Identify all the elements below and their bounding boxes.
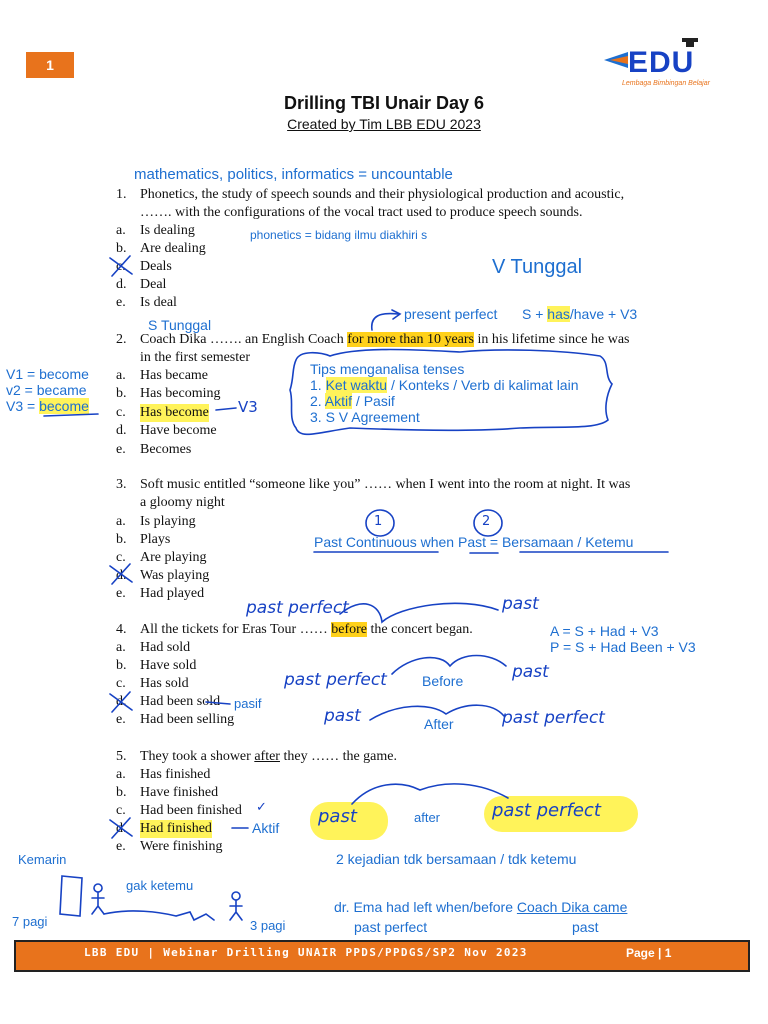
note-3-pagi: 3 pagi bbox=[250, 918, 286, 933]
question-5-number: 5. bbox=[116, 749, 127, 764]
note-v1: V1 = become bbox=[6, 366, 89, 382]
question-2-number: 2. bbox=[116, 332, 127, 347]
note-example-past: past bbox=[572, 919, 599, 935]
option-letter: a. bbox=[116, 368, 126, 383]
note-kejadian: 2 kejadian tdk bersamaan / tdk ketemu bbox=[336, 851, 577, 867]
page-subtitle: Created by Tim LBB EDU 2023 bbox=[287, 116, 481, 132]
option-letter: e. bbox=[116, 839, 126, 854]
note-formula-pp: S + has/have + V3 bbox=[522, 306, 638, 322]
note-v3: V3 = become bbox=[6, 398, 89, 414]
question-2-line1 bbox=[140, 331, 630, 349]
option-letter: c. bbox=[116, 405, 126, 420]
tips-title: Tips menganalisa tenses bbox=[310, 361, 465, 377]
question-3-line2: a gloomy night bbox=[140, 495, 225, 510]
arrow-present-perfect bbox=[372, 314, 398, 330]
option-letter: d. bbox=[116, 277, 127, 292]
option-text: Had sold bbox=[140, 640, 191, 655]
question-4-line1-b: the concert began. bbox=[367, 622, 473, 637]
option-text: Had been finished bbox=[140, 803, 242, 818]
logo-tagline: Lembaga Bimbingan Belajar bbox=[622, 80, 710, 87]
note-phonetics: phonetics = bidang ilmu diakhiri s bbox=[250, 228, 428, 242]
option-letter: c. bbox=[116, 676, 126, 691]
note-v2: v2 = became bbox=[6, 382, 87, 398]
question-4-line1 bbox=[140, 621, 473, 639]
question-4-number: 4. bbox=[116, 622, 127, 637]
question-3-line1: Soft music entitled “someone like you” …… when I went into the room at night. It was bbox=[140, 477, 631, 492]
option-letter: e. bbox=[116, 586, 126, 601]
question-3-number: 3. bbox=[116, 477, 127, 492]
note-past-q4: past bbox=[502, 594, 539, 614]
question-5-line1 bbox=[140, 748, 397, 766]
option-text: Plays bbox=[140, 532, 171, 547]
option-text: Is playing bbox=[140, 514, 196, 529]
question-1-number: 1. bbox=[116, 187, 127, 202]
note-v-tunggal: V Tunggal bbox=[492, 256, 583, 278]
option-text: Are dealing bbox=[140, 241, 206, 256]
note-7-pagi: 7 pagi bbox=[12, 914, 48, 929]
note-past-after: past bbox=[324, 706, 361, 726]
note-past-perfect-q4: past perfect bbox=[246, 598, 349, 618]
note-past-q5: past bbox=[318, 806, 357, 827]
option-text-highlighted: Had finished bbox=[140, 821, 212, 836]
question-5-line1-a: They took a shower bbox=[140, 749, 255, 764]
tip-2: 2. Aktif / Pasif bbox=[310, 393, 395, 409]
footer-page: Page | 1 bbox=[626, 946, 672, 960]
tip-3: 3. S V Agreement bbox=[310, 409, 420, 425]
note-past-perfect-before: past perfect bbox=[284, 670, 387, 690]
option-text: Had been selling bbox=[140, 712, 235, 727]
option-text: Has becoming bbox=[140, 386, 221, 401]
note-v3-value: become bbox=[39, 398, 89, 414]
option-letter: a. bbox=[116, 514, 126, 529]
question-4-highlight: before bbox=[331, 622, 367, 637]
option-text: Deals bbox=[140, 259, 172, 274]
note-example: dr. Ema had left when/before Coach Dika came bbox=[334, 899, 628, 915]
logo-text: EDU bbox=[628, 46, 695, 79]
option-text: Has sold bbox=[140, 676, 189, 691]
option-text: Have sold bbox=[140, 658, 197, 673]
note-kemarin: Kemarin bbox=[18, 852, 67, 867]
option-letter: d. bbox=[116, 694, 127, 709]
option-letter: b. bbox=[116, 785, 127, 800]
question-1-line2: ……. with the configurations of the vocal tract used to produce speech sounds. bbox=[140, 205, 583, 220]
question-5-underline: after bbox=[254, 749, 280, 764]
option-text: Was playing bbox=[140, 568, 210, 583]
option-letter: b. bbox=[116, 532, 127, 547]
note-aktif: Aktif bbox=[252, 820, 280, 836]
note-formula-active: A = S + Had + V3 bbox=[550, 623, 659, 639]
option-letter: a. bbox=[116, 767, 126, 782]
question-2-line1-b: in his lifetime since he was bbox=[473, 332, 630, 347]
note-before: Before bbox=[422, 673, 464, 689]
option-text: Were finishing bbox=[140, 839, 223, 854]
note-after-1: After bbox=[424, 716, 454, 732]
note-gak-ketemu: gak ketemu bbox=[126, 878, 194, 893]
note-after-2: after bbox=[414, 810, 441, 825]
option-text: Has finished bbox=[140, 767, 211, 782]
footer-text: LBB EDU | Webinar Drilling UNAIR PPDS/PPDGS/SP2 Nov 2023 bbox=[84, 946, 528, 959]
option-letter: d. bbox=[116, 568, 127, 583]
option-text: Are playing bbox=[140, 550, 207, 565]
option-letter: c. bbox=[116, 259, 126, 274]
question-5-line1-b: they …… the game. bbox=[279, 749, 397, 764]
option-text: Becomes bbox=[140, 442, 192, 457]
option-text: Is dealing bbox=[140, 223, 195, 238]
option-text: Is deal bbox=[140, 295, 177, 310]
question-2-line2: in the first semester bbox=[140, 350, 251, 365]
option-letter: b. bbox=[116, 386, 127, 401]
option-text: Had been sold bbox=[140, 694, 221, 709]
page-title: Drilling TBI Unair Day 6 bbox=[283, 93, 485, 113]
note-past-perfect-q5: past perfect bbox=[492, 800, 601, 821]
option-text: Have become bbox=[140, 423, 217, 438]
tip-1: 1. Ket waktu / Konteks / Verb di kalimat lain bbox=[310, 377, 579, 393]
note-v3-tag: V3 bbox=[238, 398, 258, 416]
question-2-line1-a: Coach Dika ……. an English Coach bbox=[140, 332, 348, 347]
note-present-perfect: present perfect bbox=[404, 306, 498, 322]
option-letter: c. bbox=[116, 803, 126, 818]
question-2-highlight: for more than 10 years bbox=[347, 332, 474, 347]
note-uncountable: mathematics, politics, informatics = uncountable bbox=[134, 166, 453, 183]
note-s-tunggal: S Tunggal bbox=[148, 317, 212, 333]
page-number-badge: 1 bbox=[26, 52, 74, 78]
note-past-continuous: Past Continuous when Past = Bersamaan / Ketemu bbox=[314, 534, 634, 550]
note-circle-2: 2 bbox=[482, 514, 491, 529]
option-text: Deal bbox=[140, 277, 167, 292]
question-4-line1-a: All the tickets for Eras Tour …… bbox=[140, 622, 332, 637]
option-text: Has became bbox=[140, 368, 209, 383]
option-letter: c. bbox=[116, 550, 126, 565]
option-text: Have finished bbox=[140, 785, 219, 800]
option-letter: b. bbox=[116, 658, 127, 673]
option-letter: e. bbox=[116, 712, 126, 727]
option-letter: d. bbox=[116, 423, 127, 438]
note-past-perfect-after: past perfect bbox=[502, 708, 605, 728]
option-text-highlighted: Has become bbox=[140, 405, 209, 420]
note-pasif: pasif bbox=[234, 696, 262, 711]
option-letter: e. bbox=[116, 442, 126, 457]
question-1-line1: Phonetics, the study of speech sounds and their physiological production and acoustic, bbox=[140, 187, 625, 202]
note-example-past-perfect: past perfect bbox=[354, 919, 428, 935]
note-circle-1: 1 bbox=[374, 514, 383, 529]
note-past-before: past bbox=[512, 662, 549, 682]
option-letter: a. bbox=[116, 640, 126, 655]
option-letter: b. bbox=[116, 241, 127, 256]
option-letter: a. bbox=[116, 223, 126, 238]
check-mark: ✓ bbox=[256, 800, 267, 815]
option-letter: e. bbox=[116, 295, 126, 310]
edu-logo bbox=[600, 34, 720, 94]
option-text: Had played bbox=[140, 586, 205, 601]
option-letter: d. bbox=[116, 821, 127, 836]
note-formula-passive: P = S + Had Been + V3 bbox=[550, 639, 696, 655]
